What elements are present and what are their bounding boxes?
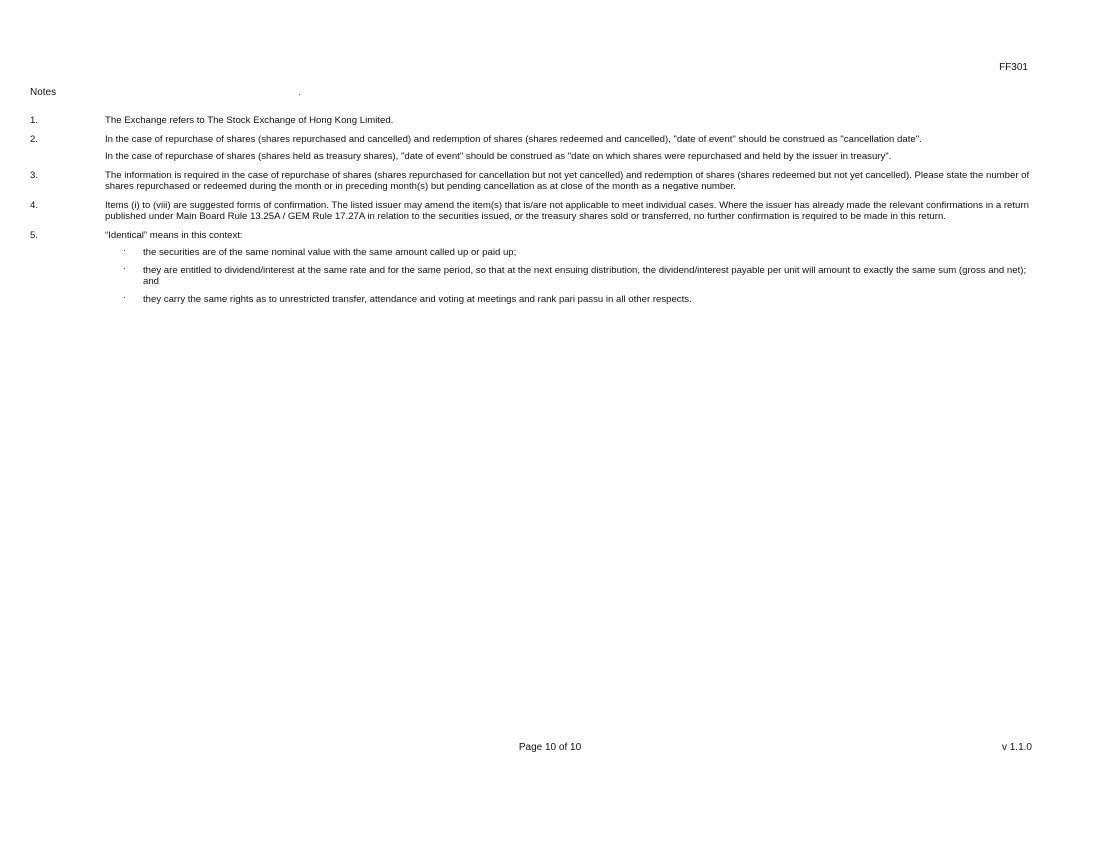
note-number: 3. [30,170,39,181]
bullet-dot-icon: · [123,245,126,255]
note-number: 2. [30,134,39,145]
note-number: 1. [30,115,39,126]
note-item [30,115,1050,126]
note-number: 5. [30,230,39,241]
note-item [30,230,1050,305]
note-paragraph: In the case of repurchase of shares (shares repurchased and cancelled) and redemption of shares (shares redeemed and cancelled), "date of event" should be construed as "cancellation date". [105,134,922,145]
list-item [105,247,1050,258]
note-paragraph: The Exchange refers to The Stock Exchange of Hong Kong Limited. [105,115,394,126]
note-item [30,134,1050,162]
bullet-dot-icon: · [123,263,126,273]
note-number: 4. [30,200,39,211]
version-label: v 1.1.0 [1001,742,1032,753]
list-item [105,265,1050,287]
bullet-text: they are entitled to dividend/interest at the same rate and for the same period, so that at the next ensuing distribution, the dividend/interest payable per unit will amount to exactly the same sum (gross and net); and [143,265,1027,287]
note-paragraph: “Identical” means in this context: [105,230,243,241]
form-code: FF301 [999,62,1028,73]
note-paragraph: Items (i) to (viii) are suggested forms of confirmation. The listed issuer may amend the item(s) that is/are not applicable to meet individual cases. Where the issuer has already made the relevant confirmations in a return published under Main Board Rule 13.25A / GEM Rule 17.27A in relation to the securities issued, or the treasury shares sold or transferred, no further confirmation is required to be made in this return. [105,200,1029,222]
note-paragraph: The information is required in the case of repurchase of shares (shares repurchased for cancellation but not yet cancelled) and redemption of shares (shares redeemed but not yet cancelled). Please state the number of shares repurchased or redeemed during the month or in preceding month(s) but pending cancellation as at close of the month as a negative number. [105,170,1030,192]
notes-list [30,115,1050,313]
stray-dot [299,94,300,95]
note-paragraph: In the case of repurchase of shares (shares held as treasury shares), "date of event" should be construed as "date on which shares were repurchased and held by the issuer in treasury". [105,151,892,162]
note-item [30,170,1050,192]
note-item [30,200,1050,222]
bullet-text: they carry the same rights as to unrestricted transfer, attendance and voting at meetings and rank pari passu in all other respects. [143,294,692,305]
bullet-dot-icon: · [123,292,126,302]
bullet-text: the securities are of the same nominal value with the same amount called up or paid up; [143,247,517,258]
identical-criteria-list [105,247,1050,305]
page-number: Page 10 of 10 [518,742,582,753]
notes-heading: Notes [30,87,57,98]
list-item [105,294,1050,305]
